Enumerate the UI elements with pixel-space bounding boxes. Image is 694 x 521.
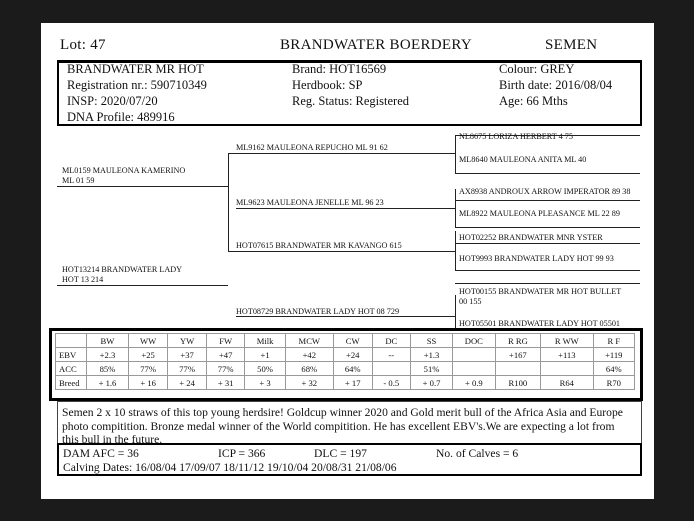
herdbook: Herdbook: SP [292, 78, 363, 92]
ebv-cell: 51% [411, 362, 453, 376]
pedigree-bracket [455, 231, 456, 270]
ebv-cell: + 24 [168, 376, 207, 390]
pedigree-connector [228, 251, 236, 252]
ebv-header-cell: CW [333, 334, 372, 348]
ebv-row [56, 362, 635, 376]
ebv-header-cell: R RG [495, 334, 540, 348]
dam: HOT13214 BRANDWATER LADY HOT 13 214 [62, 265, 183, 284]
ebv-cell: + 31 [206, 376, 245, 390]
ebv-cell: ACC [56, 362, 87, 376]
number-of-calves: No. of Calves = 6 [436, 447, 519, 460]
ebv-header-cell: BW [87, 334, 129, 348]
registration-number: Registration nr.: 590710349 [67, 78, 207, 92]
ebv-cell: 77% [168, 362, 207, 376]
ebv-cell: 50% [245, 362, 285, 376]
ebv-cell: +167 [495, 348, 540, 362]
insp-date: INSP: 2020/07/20 [67, 94, 158, 108]
ebv-row [56, 348, 635, 362]
ebv-cell: EBV [56, 348, 87, 362]
ebv-cell: -- [372, 348, 411, 362]
pedigree-bracket [228, 153, 229, 251]
age: Age: 66 Mths [499, 94, 568, 108]
ebv-header-cell: YW [168, 334, 207, 348]
lot-number: Lot: 47 [60, 37, 106, 53]
sire-dam-dam: ML8922 MAULEONA PLEASANCE ML 22 89 [459, 209, 620, 218]
ebv-header-cell: MCW [285, 334, 333, 348]
dam-sire-sire: HOT02252 BRANDWATER MNR YSTER [459, 233, 603, 242]
ebv-cell [541, 362, 593, 376]
dam-sire: HOT07615 BRANDWATER MR KAVANGO 615 [236, 241, 402, 250]
notes-text: Semen 2 x 10 straws of this top young herdsire! Goldcup winner 2020 and Gold merit bull of the Africa Asia and Europe photo compitition. Bronze medal winner of the World compitition. He has excellent EBV's.We are expecting a lot from this bull in the future. [62, 406, 623, 446]
ebv-cell: +2.3 [87, 348, 129, 362]
ebv-cell: R100 [495, 376, 540, 390]
lot-card [41, 23, 654, 499]
row-line [455, 173, 640, 174]
ebv-cell: Breed [56, 376, 87, 390]
ebv-cell: +37 [168, 348, 207, 362]
dam-underline [57, 285, 228, 286]
dam-dam: HOT08729 BRANDWATER LADY HOT 08 729 [236, 307, 400, 316]
ebv-cell: +24 [333, 348, 372, 362]
ebv-header-cell: WW [128, 334, 167, 348]
row-line [455, 283, 640, 284]
sire-sire-sire: NL8675 LORIZA HERBERT 4 75 [459, 132, 573, 141]
dam-afc: DAM AFC = 36 [63, 447, 139, 460]
ebv-cell: + 3 [245, 376, 285, 390]
animal-name: BRANDWATER MR HOT [67, 62, 204, 76]
sire-underline [57, 186, 228, 187]
ebv-cell [495, 362, 540, 376]
ds-underline [236, 251, 455, 252]
row-line [455, 227, 640, 228]
ebv-cell: + 16 [128, 376, 167, 390]
ebv-cell [372, 362, 411, 376]
brand: Brand: HOT16569 [292, 62, 387, 76]
ebv-header-cell: FW [206, 334, 245, 348]
sd-underline [236, 208, 455, 209]
ebv-cell: + 0.9 [453, 376, 496, 390]
pedigree-bracket [455, 295, 456, 329]
dam-dam-sire: HOT00155 BRANDWATER MR HOT BULLET 00 155 [459, 287, 622, 306]
ebv-cell: +113 [541, 348, 593, 362]
ebv-table [55, 333, 635, 390]
ebv-cell: +1 [245, 348, 285, 362]
birth-date: Birth date: 2016/08/04 [499, 78, 613, 92]
ebv-header-cell: Milk [245, 334, 285, 348]
row-line [455, 200, 640, 201]
ebv-header-cell [56, 334, 87, 348]
pedigree-bracket [455, 189, 456, 227]
ebv-header-row [56, 334, 635, 348]
dam-sire-dam: HOT9993 BRANDWATER LADY HOT 99 93 [459, 254, 614, 263]
ebv-header-cell: DC [372, 334, 411, 348]
ebv-cell: 68% [285, 362, 333, 376]
ebv-header-cell: DOC [453, 334, 496, 348]
ebv-row [56, 376, 635, 390]
sire: ML0159 MAULEONA KAMERINO ML 01 59 [62, 166, 186, 185]
ebv-cell: + 32 [285, 376, 333, 390]
icp: ICP = 366 [218, 447, 266, 460]
reg-status: Reg. Status: Registered [292, 94, 409, 108]
pedigree-connector [228, 153, 236, 154]
ss-underline [236, 153, 455, 154]
colour: Colour: GREY [499, 62, 575, 76]
ebv-cell: R70 [593, 376, 634, 390]
row-line [455, 270, 640, 271]
ebv-cell: - 0.5 [372, 376, 411, 390]
ebv-cell [453, 362, 496, 376]
ebv-header-cell: R F [593, 334, 634, 348]
ebv-cell: + 0.7 [411, 376, 453, 390]
ebv-cell: 85% [87, 362, 129, 376]
ebv-cell: + 1.6 [87, 376, 129, 390]
lot-type: SEMEN [545, 37, 598, 53]
ebv-cell: + 17 [333, 376, 372, 390]
ebv-cell [453, 348, 496, 362]
ebv-cell: 77% [206, 362, 245, 376]
dam-dam-dam: HOT05501 BRANDWATER LADY HOT 05501 [459, 319, 621, 328]
ebv-cell: +25 [128, 348, 167, 362]
ebv-cell: +47 [206, 348, 245, 362]
row-line [455, 243, 640, 244]
breeder-title: BRANDWATER BOERDERY [280, 37, 472, 53]
sire-dam: ML9623 MAULEONA JENELLE ML 96 23 [236, 198, 384, 207]
ebv-cell: 77% [128, 362, 167, 376]
pedigree-bracket [455, 135, 456, 173]
ebv-cell: 64% [333, 362, 372, 376]
dna-profile: DNA Profile: 489916 [67, 110, 175, 124]
ebv-cell: +1.3 [411, 348, 453, 362]
ebv-cell: +42 [285, 348, 333, 362]
sire-sire-dam: ML8640 MAULEONA ANITA ML 40 [459, 155, 587, 164]
ebv-cell: +119 [593, 348, 634, 362]
ebv-header-cell: SS [411, 334, 453, 348]
ebv-header-cell: R WW [541, 334, 593, 348]
ebv-cell: 64% [593, 362, 634, 376]
calving-dates: Calving Dates: 16/08/04 17/09/07 18/11/12 19/10/04 20/08/31 21/08/06 [63, 461, 397, 474]
ebv-cell: R64 [541, 376, 593, 390]
sire-dam-sire: AX8938 ANDROUX ARROW IMPERATOR 89 38 [459, 187, 631, 196]
dlc: DLC = 197 [314, 447, 367, 460]
sire-sire: ML9162 MAULEONA REPUCHO ML 91 62 [236, 143, 388, 152]
